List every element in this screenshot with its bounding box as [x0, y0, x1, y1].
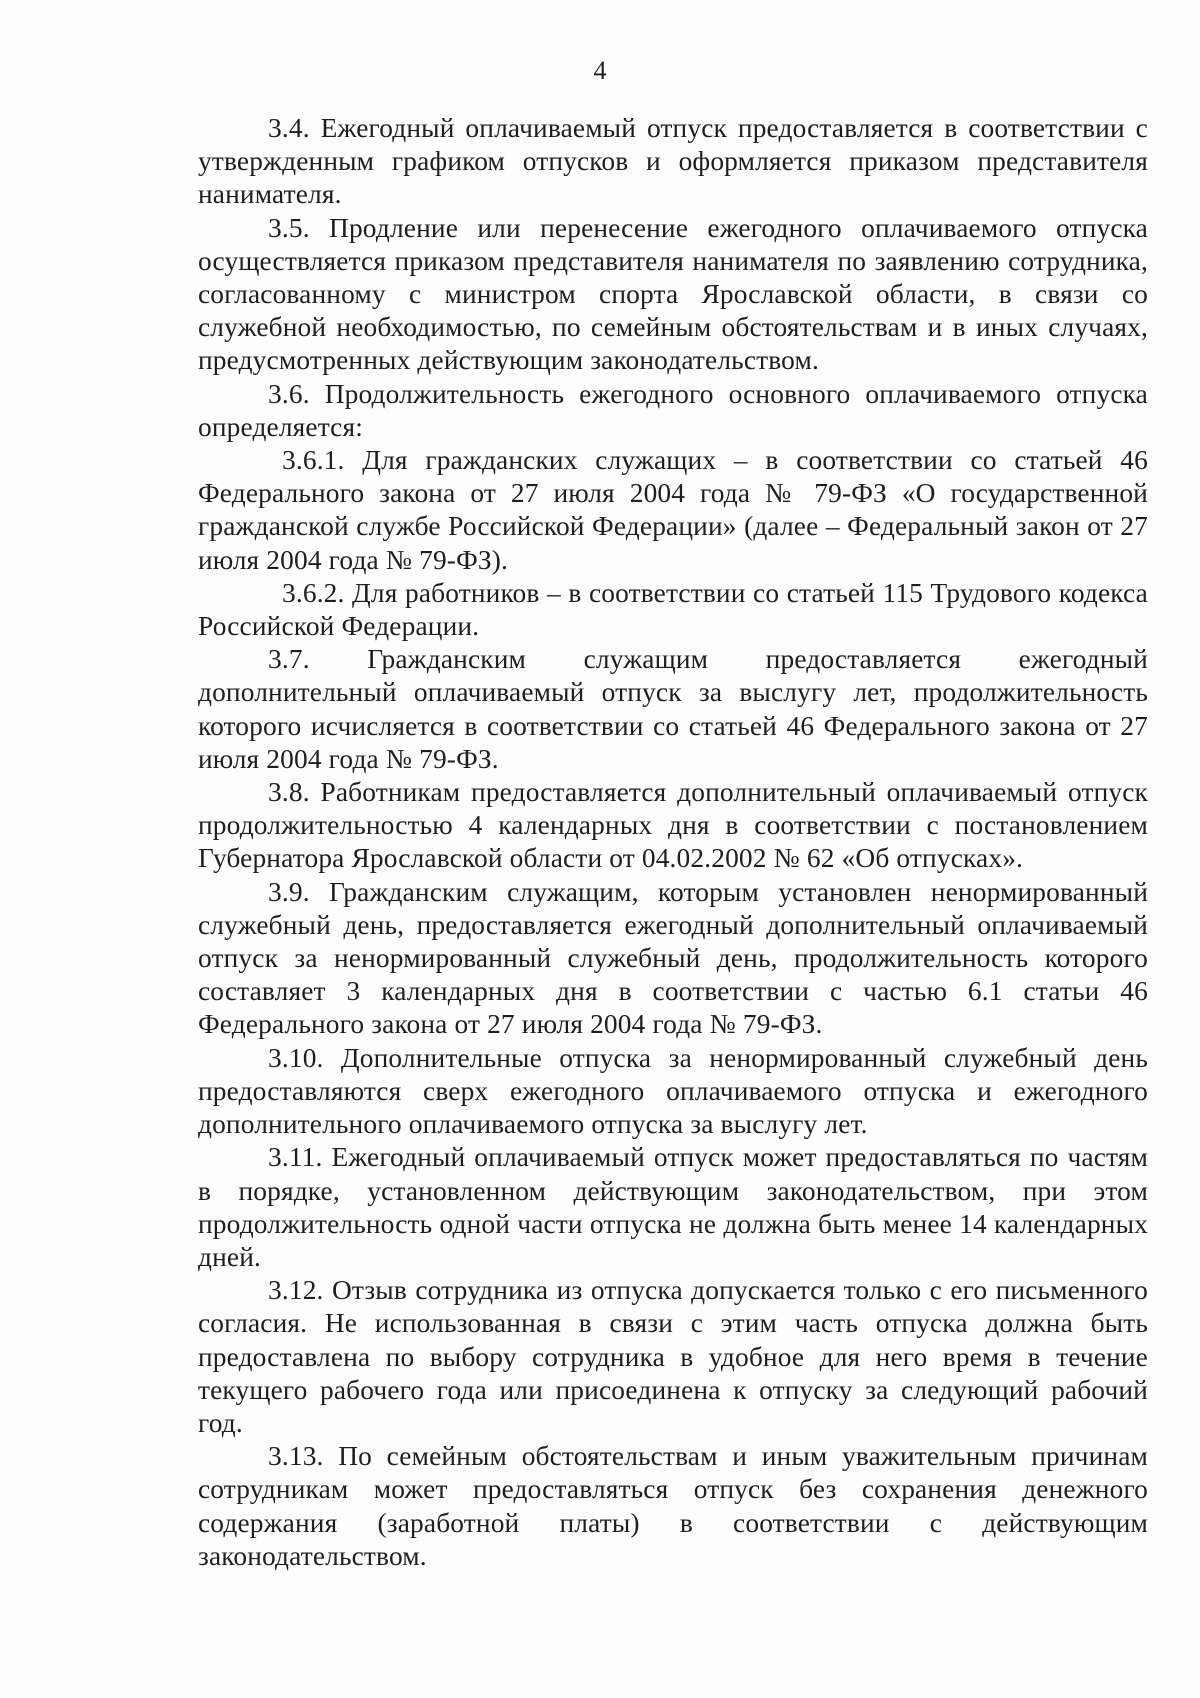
paragraph-3-11: 3.11. Ежегодный оплачиваемый отпуск может предоставляться по частям в порядке, установленном действующим законодательством, при этом продолжительность одной части отпуска не должна быть менее 14 календарных дней. — [198, 1142, 1148, 1272]
paragraph-3-7: 3.7. Гражданским служащим предоставляется ежегодный дополнительный оплачиваемый отпуск за выслугу лет, продолжительность которого исчисляется в соответствии со статьей 46 Федерального закона от 27 июля 2004 года № 79-ФЗ. — [198, 644, 1148, 774]
paragraph-3-9: 3.9. Гражданским служащим, которым установлен ненормированный служебный день, предоставляется ежегодный дополнительный оплачиваемый отпуск за ненормированный служебный день, продолжительность которого составляет 3 календарных дня в соответствии с частью 6.1 статьи 46 Федерального закона от 27 июля 2004 года № 79-ФЗ. — [198, 876, 1148, 1040]
paragraph-3-6-2: 3.6.2. Для работников – в соответствии со статьей 115 Трудового кодекса Российской Федерации. — [198, 577, 1148, 642]
document-body — [198, 112, 1148, 1573]
paragraph-3-5: 3.5. Продление или перенесение ежегодного оплачиваемого отпуска осуществляется приказом представителя нанимателя по заявлению сотрудника, согласованному с министром спорта Ярославской области, в связи со служебной необходимостью, по семейным обстоятельствам и в иных случаях, предусмотренных действующим законодательством. — [198, 212, 1148, 376]
paragraph-3-12: 3.12. Отзыв сотрудника из отпуска допускается только с его письменного согласия. Не использованная в связи с этим часть отпуска должна быть предоставлена по выбору сотрудника в удобное для него время в течение текущего рабочего года или присоединена к отпуску за следующий рабочий год. — [198, 1275, 1148, 1438]
paragraph-3-8: 3.8. Работникам предоставляется дополнительный оплачиваемый отпуск продолжительностью 4 календарных дня в соответствии с постановлением Губернатора Ярославской области от 04.02.2002 № 62 «Об отпусках». — [198, 777, 1148, 874]
paragraph-3-13: 3.13. По семейным обстоятельствам и иным уважительным причинам сотрудникам может предоставляться отпуск без сохранения денежного содержания (заработной платы) в соответствии с действующим законодательством. — [198, 1441, 1148, 1571]
paragraph-3-6: 3.6. Продолжительность ежегодного основного оплачиваемого отпуска определяется: — [198, 378, 1148, 442]
page-number: 4 — [593, 56, 607, 85]
paragraph-3-6-1: 3.6.1. Для гражданских служащих – в соответствии со статьей 46 Федерального закона от 27 июля 2004 года № 79-ФЗ «О государственной гражданской службе Российской Федерации» (далее – Федеральный закон от 27 июля 2004 года № 79-ФЗ). — [198, 445, 1148, 575]
paragraph-3-4: 3.4. Ежегодный оплачиваемый отпуск предоставляется в соответствии с утвержденным графиком отпусков и оформляется приказом представителя нанимателя. — [198, 113, 1148, 210]
paragraph-3-10: 3.10. Дополнительные отпуска за ненормированный служебный день предоставляются сверх ежегодного оплачиваемого отпуска и ежегодного дополнительного оплачиваемого отпуска за выслугу лет. — [198, 1042, 1148, 1140]
